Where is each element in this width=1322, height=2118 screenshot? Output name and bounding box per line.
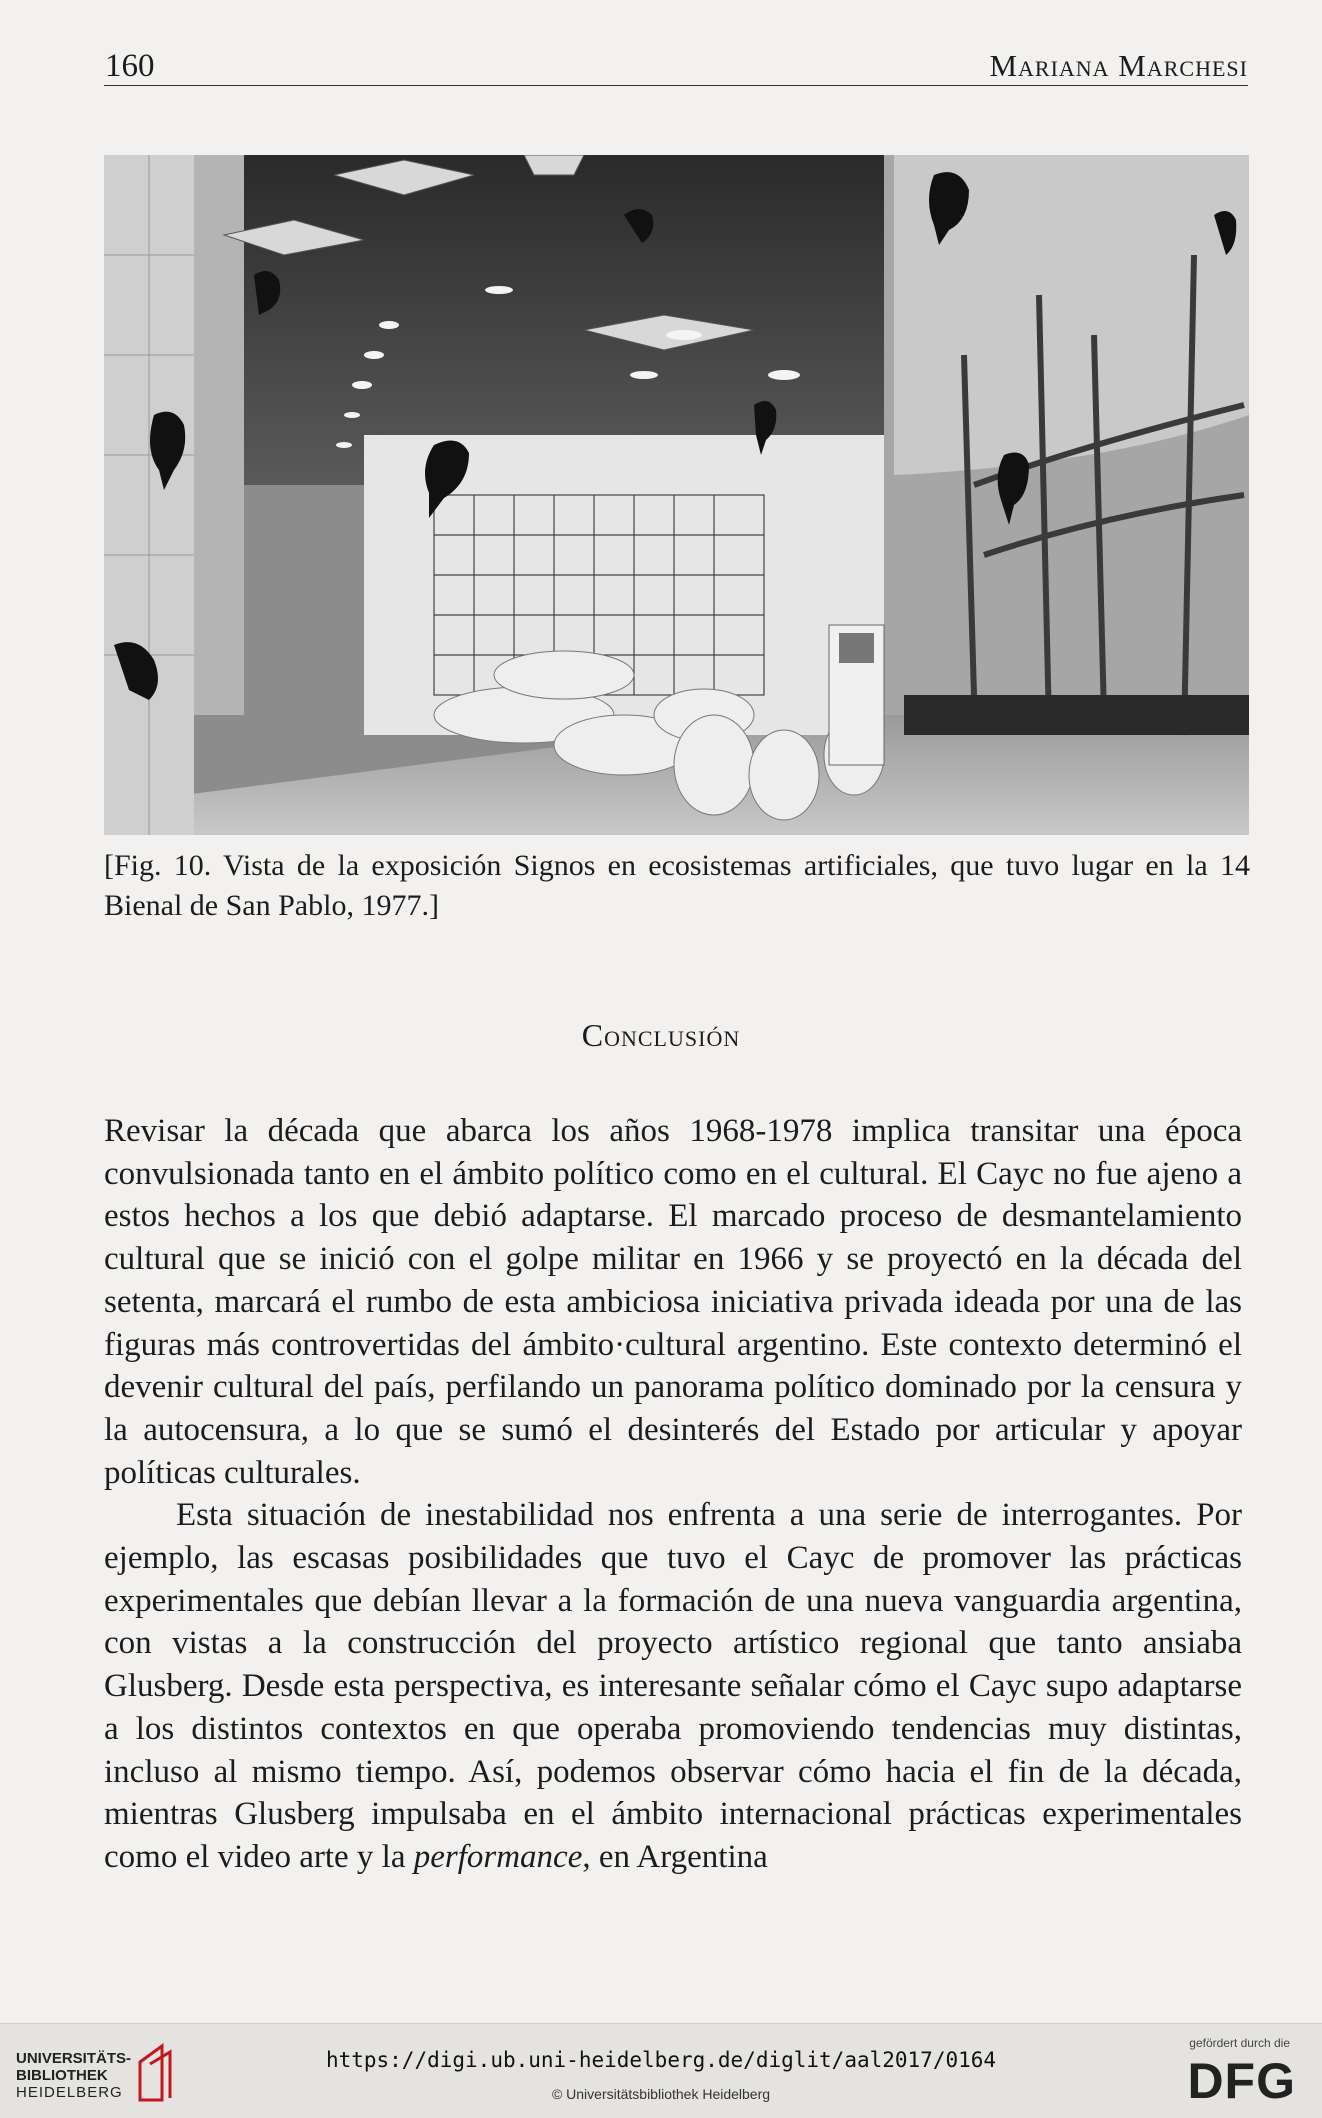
- library-name-line: UNIVERSITÄTS-: [16, 2050, 132, 2067]
- body-text: [104, 1110, 1242, 1879]
- exhibition-photo: [104, 155, 1249, 835]
- paragraph-text: , en Argentina: [582, 1838, 768, 1875]
- italic-term: performance: [413, 1838, 583, 1875]
- running-head: Mariana Marchesi: [989, 48, 1248, 83]
- permalink-url[interactable]: https://digi.ub.uni-heidelberg.de/diglit/aal2017/0164: [325, 2048, 997, 2072]
- paragraph-text: Esta situación de inestabilidad nos enfrenta a una serie de interrogantes. Por ejemplo, las escasas posibilidades que tuvo el Cayc de promover las prácticas experimentales que debían llevar a la formación de una nueva vanguardia argentina, con vistas a la construcción del proyecto artístico regional que tanto ansiaba Glusberg. Desde esta perspectiva, es interesante señalar cómo el Cayc supo adaptarse a los distintos contextos en que operaba promoviendo tendencias muy distintas, incluso al mismo tiempo. Así, podemos observar cómo hacia el fin de la década, mientras Glusberg impulsaba en el ámbito internacional prácticas experimentales como el video arte y la: [104, 1497, 1242, 1875]
- section-heading: Conclusión: [581, 1017, 741, 1053]
- copyright-notice: © Universitätsbibliothek Heidelberg: [551, 2086, 771, 2102]
- library-name-line: BIBLIOTHEK: [16, 2067, 108, 2084]
- figure-caption: [Fig. 10. Vista de la exposición Signos en ecosistemas artificiales, que tuvo lugar en la 14 Bienal de San Pablo, 1977.]: [104, 849, 1250, 922]
- dfg-logo: DFG: [1187, 2053, 1296, 2109]
- page-number: 160: [105, 48, 155, 84]
- header-rule: [104, 85, 1248, 86]
- paragraph: [104, 1494, 1242, 1878]
- digitization-footer: [0, 2023, 1322, 2118]
- funding-note: gefördert durch die: [1189, 2036, 1290, 2050]
- paragraph: Revisar la década que abarca los años 1968-1978 implica transitar una época convulsionada tanto en el ámbito político como en el cultural. El Cayc no fue ajeno a estos hechos a los que debió adaptarse. El marcado proceso de desmantelamiento cultural que se inició con el golpe militar en 1966 y se proyectó en la década del setenta, marcará el rumbo de esta ambiciosa iniciativa privada ideada por una de las figuras más controvertidas del ámbito·cultural argentino. Este contexto determinó el devenir cultural del país, perfilando un panorama político dominado por la censura y la autocensura, a lo que se sumó el desinterés del Estado por articular y apoyar políticas culturales.: [104, 1113, 1242, 1491]
- library-name-line: HEIDELBERG: [16, 2084, 123, 2101]
